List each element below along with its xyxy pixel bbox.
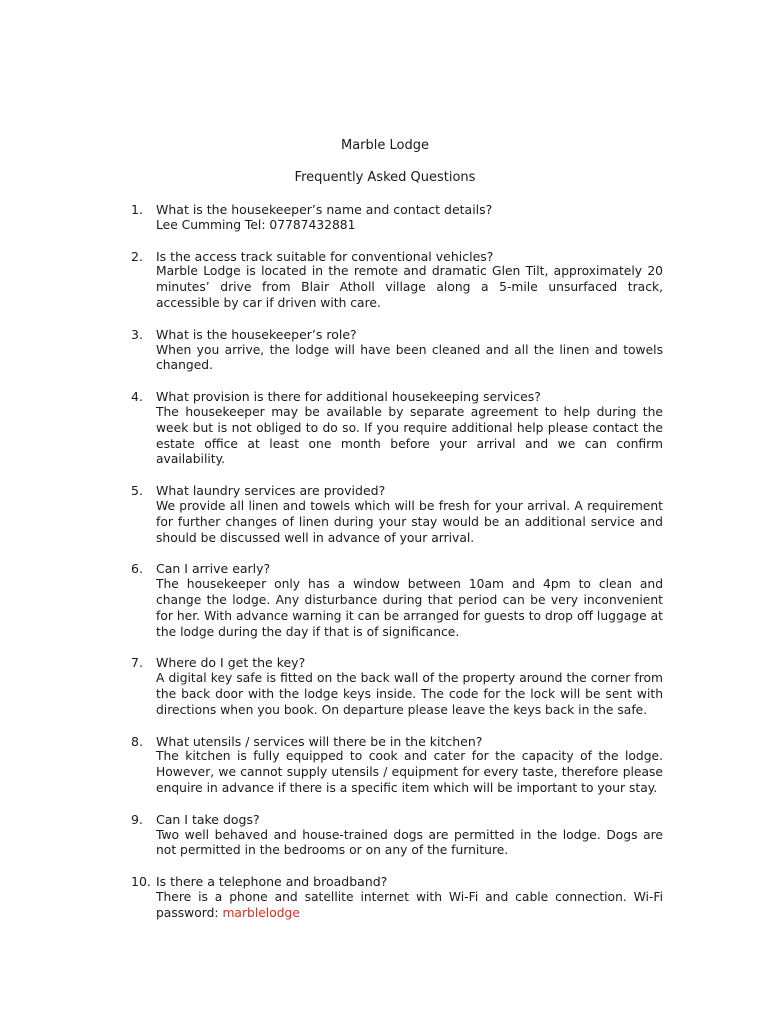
faq-number: 5.: [131, 483, 143, 499]
faq-number: 4.: [131, 389, 143, 405]
faq-answer: Marble Lodge is located in the remote and dramatic Glen Tilt, approximately 20 minutes’ drive from Blair Atholl village along a 5-mile unsurfaced track, accessible by car if driven with care.: [156, 264, 663, 310]
document-subtitle: Frequently Asked Questions: [294, 170, 476, 185]
faq-number: 8.: [131, 733, 143, 749]
faq-question: What is the housekeeper’s name and contact details?: [156, 202, 493, 217]
faq-answer: When you arrive, the lodge will have been cleaned and all the linen and towels changed.: [156, 342, 663, 373]
faq-number: 3.: [131, 326, 143, 342]
faq-question: What laundry services are provided?: [156, 483, 386, 499]
faq-question: What is the housekeeper’s role?: [156, 326, 357, 342]
faq-question: What utensils / services will there be in the kitchen?: [156, 733, 483, 749]
faq-answer: The housekeeper only has a window between 10am and 4pm to clean and change the lodge. Any disturbance during that period can be very inconvenient for her. With advance warning it can be arranged for guests to drop off luggage at the lodge during the day if that is of significance.: [156, 577, 663, 639]
faq-number: 6.: [131, 561, 143, 577]
faq-item: [131, 874, 663, 921]
faq-answer: The kitchen is fully equipped to cook and cater for the capacity of the lodge. However, we cannot supply utensils / equipment for every taste, therefore please enquire in advance if there is a specific item which will be important to your stay.: [156, 749, 663, 795]
faq-question: Is the access track suitable for conventional vehicles?: [156, 248, 494, 264]
faq-question: What provision is there for additional housekeeping services?: [156, 389, 541, 405]
faq-answer-text: There is a phone and satellite internet with Wi-Fi and cable connection. Wi-Fi password:: [156, 889, 663, 920]
faq-item: [131, 202, 663, 234]
faq-answer: We provide all linen and towels which will be fresh for your arrival. A requirement for further changes of linen during your stay would be an additional service and should be discussed well in advance of your arrival.: [156, 498, 663, 545]
faq-question: Can I arrive early?: [156, 561, 271, 577]
faq-item: [131, 389, 663, 468]
faq-answer: Lee Cumming Tel: 07787432881: [156, 217, 356, 232]
wifi-password: marblelodge: [222, 905, 300, 920]
faq-number: 2.: [131, 248, 143, 264]
faq-number: 9.: [131, 811, 143, 827]
faq-item: [131, 249, 663, 312]
faq-question: Where do I get the key?: [156, 655, 306, 671]
faq-question: Can I take dogs?: [156, 811, 260, 827]
faq-item: [131, 812, 663, 859]
faq-answer: Two well behaved and house-trained dogs are permitted in the lodge. Dogs are not permitted in the bedrooms or on any of the furniture.: [156, 827, 663, 858]
faq-number: 10.: [131, 874, 151, 890]
faq-item: [131, 655, 663, 718]
faq-item: [131, 327, 663, 374]
faq-list: [131, 202, 663, 936]
faq-answer: [156, 890, 663, 922]
faq-number: 7.: [131, 655, 143, 671]
faq-item: [131, 483, 663, 546]
faq-item: [131, 561, 663, 640]
faq-number: 1.: [131, 202, 143, 217]
faq-item: [131, 734, 663, 797]
faq-answer: The housekeeper may be available by separate agreement to help during the week but is not obliged to do so. If you require additional help please contact the estate office at least one month before your arrival and we can confirm availability.: [156, 404, 663, 467]
faq-answer: A digital key safe is fitted on the back wall of the property around the corner from the back door with the lodge keys inside. The code for the lock will be sent with directions when you book. On departure please leave the keys back in the safe.: [156, 671, 663, 717]
faq-question: Is there a telephone and broadband?: [156, 874, 388, 890]
document-title: Marble Lodge: [341, 138, 429, 153]
